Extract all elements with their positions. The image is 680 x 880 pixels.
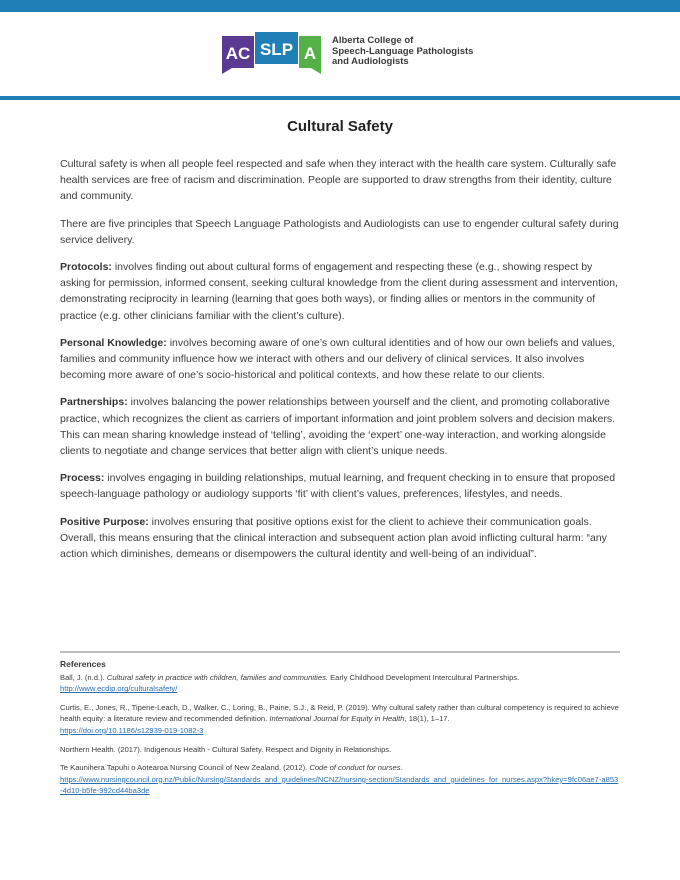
reference-item <box>60 702 620 737</box>
principle-term: Process: <box>60 472 105 485</box>
principle-partnerships <box>60 394 622 459</box>
principle-text: involves balancing the power relationships between yourself and the client, and promoting collaborative practice, which recognizes the client as carriers of important information and joint problem solvers and decision makers. This can mean sharing knowledge instead of ‘telling’, avoiding the ‘expert’ one-way interaction, and working alongside clients to negotiate and change services that better align with client’s unique needs. <box>60 396 616 458</box>
reference-title: International Journal for Equity in Health <box>269 714 405 724</box>
principle-positive-purpose <box>60 514 622 563</box>
badge-slp: SLP <box>259 40 294 59</box>
principle-personal-knowledge <box>60 335 622 384</box>
principle-term: Partnerships: <box>60 396 128 409</box>
reference-text: Northern Health. (2017). Indigenous Health - Cultural Safety. Respect and Dignity in Relationships. <box>60 744 392 754</box>
references-divider <box>60 651 620 653</box>
reference-text-after: Early Childhood Development Intercultural Partnerships. <box>328 672 520 682</box>
principle-text: involves finding out about cultural forms of engagement and respecting these (e.g., showing respect by asking for permission, informed consent, seeking cultural knowledge from the client during assessment and intervention, demonstrating reciprocity in learning (learning that goes both ways), or finding allies or mentors in the community of practice (e.g. other clinicians familiar with the client’s culture). <box>60 261 618 322</box>
reference-text: Te Kaunihera Tapuhi o Aotearoa Nursing Council of New Zealand. (2012). <box>60 763 310 773</box>
header-divider <box>0 96 680 100</box>
principle-text: involves becoming aware of one’s own cultural identities and of how our own beliefs and values, families and community influence how we interact with others and our delivery of clinical services. It also involves becoming more aware of one’s socio-historical and political contexts, and how these relate to our clients. <box>60 336 615 382</box>
org-name <box>332 36 473 68</box>
reference-text: Ball, J. (n.d.). <box>60 672 107 682</box>
document-body <box>60 156 622 573</box>
org-line-2: Speech-Language Pathologists <box>332 45 474 57</box>
references-section <box>60 659 620 804</box>
intro-paragraph: Cultural safety is when all people feel respected and safe when they interact with the health care system. Culturally safe health services are free of racism and discrimination. People are supported to draw strengths from their identity, culture and community. <box>60 158 617 203</box>
reference-title: Code of conduct for nurses. <box>309 763 403 773</box>
acslpa-logo <box>220 27 473 77</box>
intro-paragraph-2: There are five principles that Speech Language Pathologists and Audiologists can use to engender cultural safety during service delivery. <box>60 217 619 246</box>
top-accent-bar <box>0 0 680 12</box>
references-heading: References <box>60 659 106 669</box>
principle-term: Personal Knowledge: <box>60 336 167 349</box>
principle-text: involves engaging in building relationships, mutual learning, and frequent checking in to ensure that proposed speech-language pathology or audiology supports ‘fit’ with client’s values, preferences, lifestyles, and needs. <box>60 472 616 501</box>
reference-item <box>60 744 620 756</box>
reference-link[interactable]: http://www.ecdip.org/culturalsafety/ <box>60 684 178 694</box>
principle-term: Positive Purpose: <box>60 515 149 528</box>
acslpa-badge-icon <box>220 28 324 76</box>
principle-protocols <box>60 259 622 324</box>
principle-term: Protocols: <box>60 261 112 274</box>
page-title: Cultural Safety <box>287 118 393 135</box>
reference-text-after: , 18(1), 1–17. <box>404 714 450 724</box>
principle-text: involves ensuring that positive options exist for the client to achieve their communication goals. Overall, this means ensuring that the clinical interaction and subsequent action plan avoid inflicting cultural harm: “any action which diminishes, demeans or disempowers the cultural identity and well-being of an individual”. <box>60 515 607 561</box>
badge-ac: AC <box>225 44 251 63</box>
org-line-1: Alberta College of <box>332 35 414 47</box>
org-line-3: and Audiologists <box>332 56 409 68</box>
reference-link[interactable]: https://doi.org/10.1186/s12939-019-1082-3 <box>60 725 204 735</box>
principle-process <box>60 470 622 502</box>
reference-item <box>60 672 620 695</box>
reference-text: Curtis, E., Jones, R., Tipene-Leach, D., Walker, C., Loring, B., Paine, S.J., & Reid, P. (2019). Why cultural safety rather than cultural competency is required to achieve health equity: a literature review and recommended definition. <box>60 702 619 724</box>
badge-a: A <box>303 44 317 63</box>
reference-title: Cultural safety in practice with children, families and communities. <box>106 672 328 682</box>
reference-item <box>60 762 620 797</box>
reference-link[interactable]: https://www.nursingcouncil.org.nz/Public/Nursing/Standards_and_guidelines/NCNZ/nursing-section/Standards_and_guidelines_for_nurses.aspx?hkey=9fc06ae7-a853-4d10-b5fe-992cd44ba3de <box>60 774 619 796</box>
